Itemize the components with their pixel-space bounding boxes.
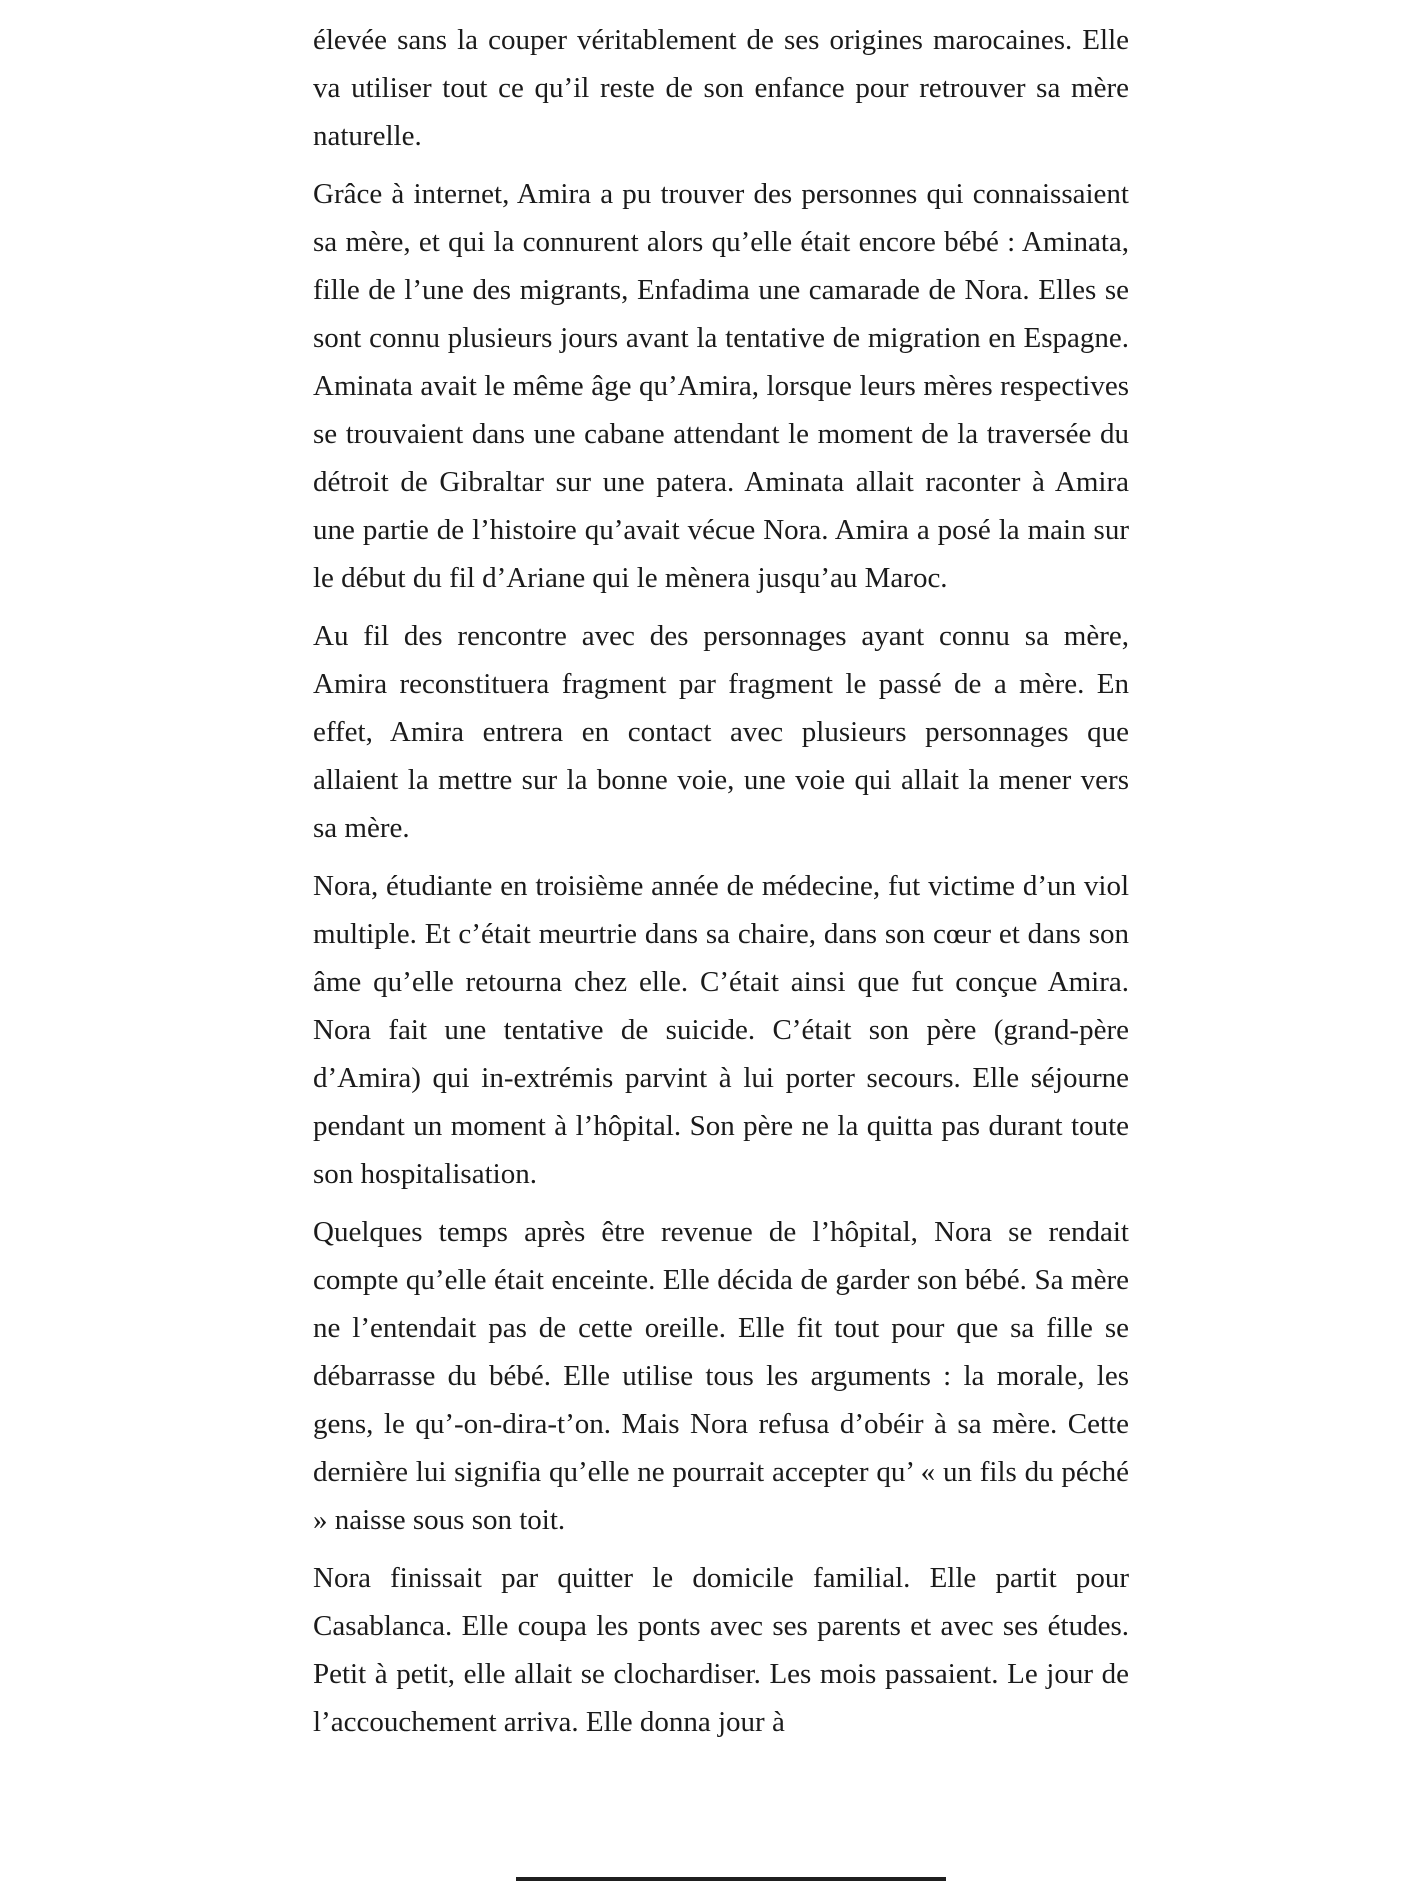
text-column <box>313 16 1129 1756</box>
paragraph: Nora, étudiante en troisième année de médecine, fut victime d’un viol multiple. Et c’était meurtrie dans sa chaire, dans son cœur et dans son âme qu’elle retourna chez elle. C’était ainsi que fut conçue Amira. Nora fait une tentative de suicide. C’était son père (grand-père d’Amira) qui in-extrémis parvint à lui porter secours. Elle séjourne pendant un moment à l’hôpital. Son père ne la quitta pas durant toute son hospitalisation. <box>313 870 1129 1190</box>
paragraph: Quelques temps après être revenue de l’hôpital, Nora se rendait compte qu’elle était enceinte. Elle décida de garder son bébé. Sa mère ne l’entendait pas de cette oreille. Elle fit tout pour que sa fille se débarrasse du bébé. Elle utilise tous les arguments : la morale, les gens, le qu’-on-dira-t’on. Mais Nora refusa d’obéir à sa mère. Cette dernière lui signifia qu’elle ne pourrait accepter qu’ « un fils du péché » naisse sous son toit. <box>313 1216 1129 1536</box>
paragraph: Grâce à internet, Amira a pu trouver des personnes qui connaissaient sa mère, et qui la connurent alors qu’elle était encore bébé : Aminata, fille de l’une des migrants, Enfadima une camarade de Nora. Elles se sont connu plusieurs jours avant la tentative de migration en Espagne. Aminata avait le même âge qu’Amira, lorsque leurs mères respectives se trouvaient dans une cabane attendant le moment de la traversée du détroit de Gibraltar sur une patera. Aminata allait raconter à Amira une partie de l’histoire qu’avait vécue Nora. Amira a posé la main sur le début du fil d’Ariane qui le mènera jusqu’au Maroc. <box>313 178 1129 594</box>
paragraph: Au fil des rencontre avec des personnages ayant connu sa mère, Amira reconstituera fragment par fragment le passé de a mère. En effet, Amira entrera en contact avec plusieurs personnages que allaient la mettre sur la bonne voie, une voie qui allait la mener vers sa mère. <box>313 620 1129 844</box>
truncated-next-line <box>516 1877 946 1881</box>
paragraph: élevée sans la couper véritablement de ses origines marocaines. Elle va utiliser tout ce qu’il reste de son enfance pour retrouver sa mère naturelle. <box>313 24 1129 152</box>
paragraph: Nora finissait par quitter le domicile familial. Elle partit pour Casablanca. Elle coupa les ponts avec ses parents et avec ses études. Petit à petit, elle allait se clochardiser. Les mois passaient. Le jour de l’accouchement arriva. Elle donna jour à <box>313 1562 1129 1738</box>
